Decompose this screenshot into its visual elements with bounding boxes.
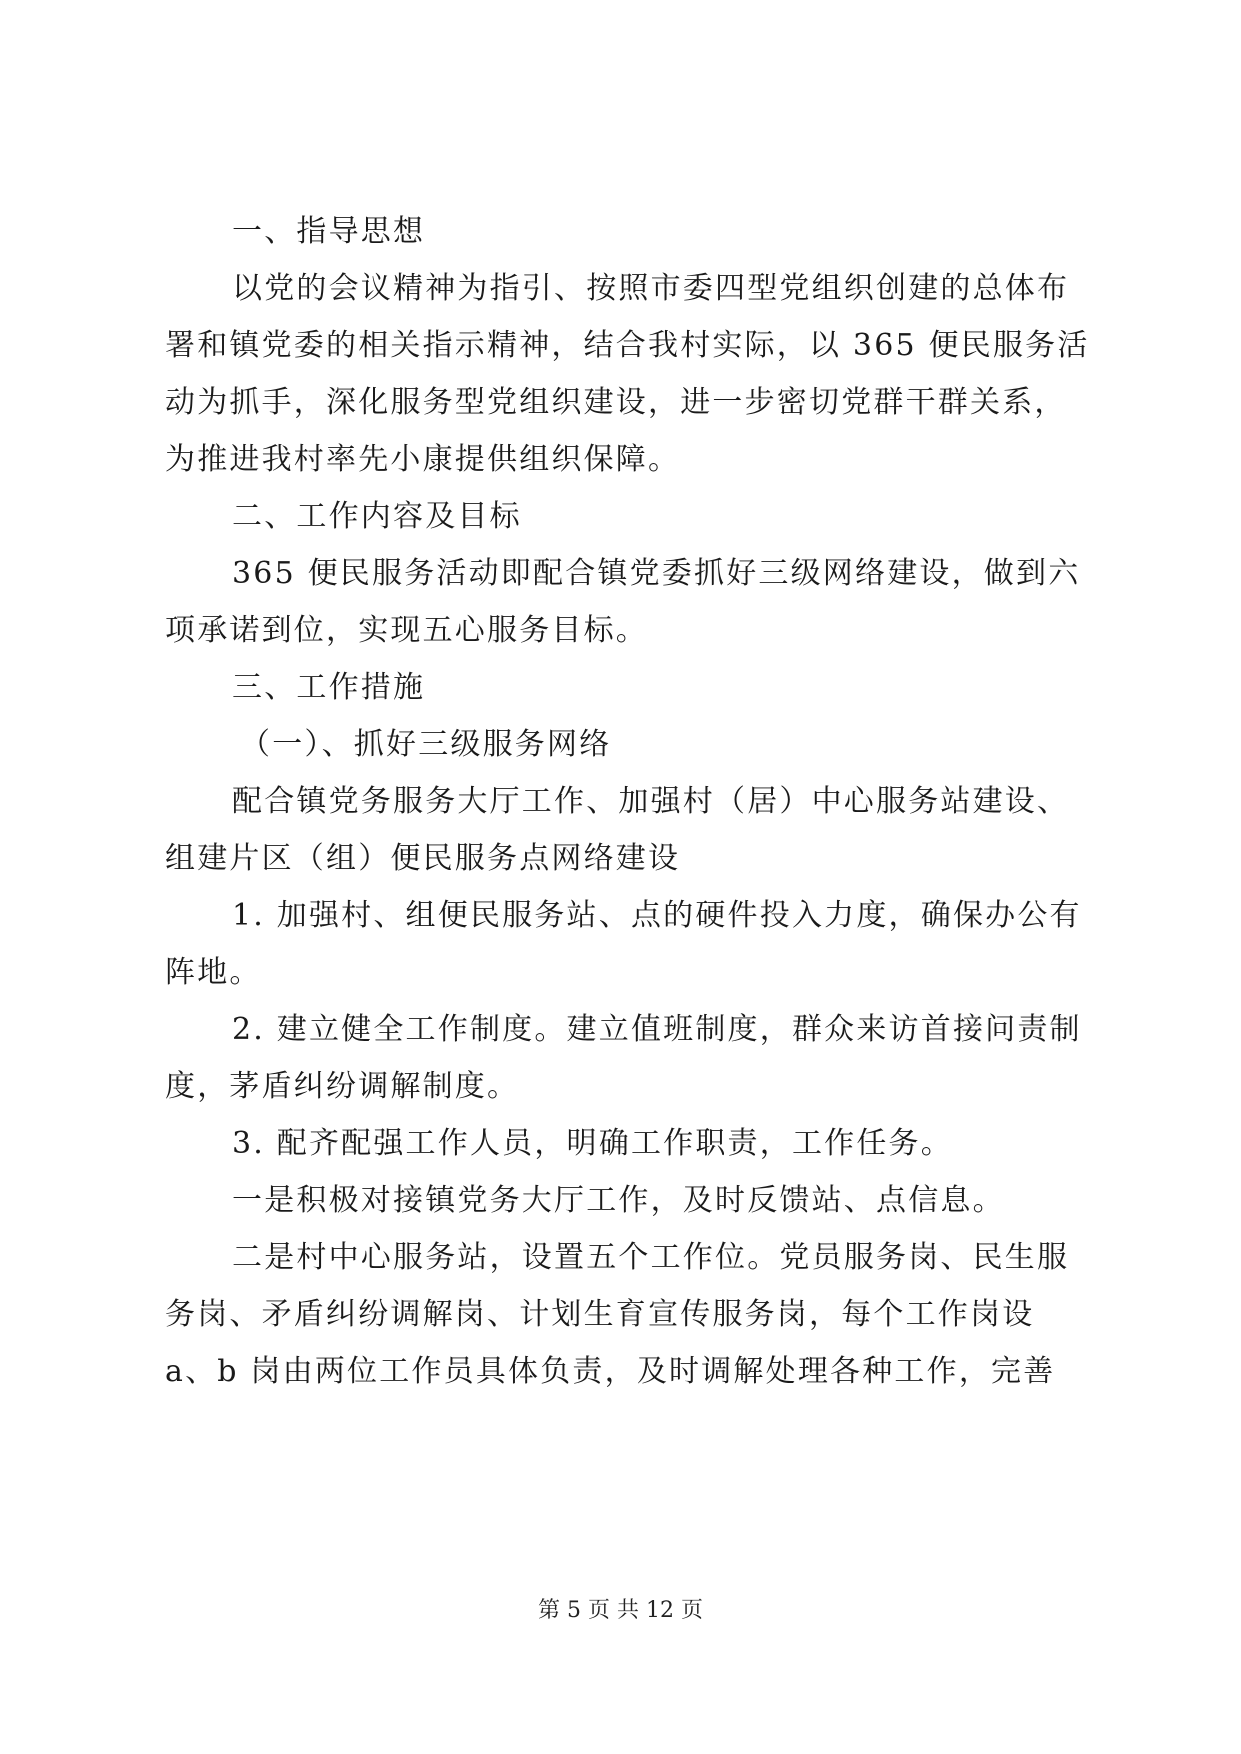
paragraph-line: 配合镇党务服务大厅工作、加强村（居）中心服务站建设、 [232,784,1070,819]
subheading-service-network: （一）、抓好三级服务网络 [240,727,612,762]
heading-guiding-ideology: 一、指导思想 [232,214,426,249]
paragraph-line: 365 便民服务活动即配合镇党委抓好三级网络建设，做到六 [232,556,1081,591]
list-item-1: 1. 加强村、组便民服务站、点的硬件投入力度，确保办公有 [232,898,1082,933]
paragraph-line: 务岗、矛盾纠纷调解岗、计划生育宣传服务岗，每个工作岗设 [165,1297,1035,1332]
heading-work-measures: 三、工作措施 [232,670,426,705]
paragraph-line: 二是村中心服务站，设置五个工作位。党员服务岗、民生服 [232,1240,1070,1275]
paragraph-line: 项承诺到位，实现五心服务目标。 [165,613,648,648]
paragraph-line: 阵地。 [165,955,262,990]
list-item-2: 2. 建立健全工作制度。建立值班制度，群众来访首接问责制 [232,1012,1082,1047]
page-number-footer: 第 5 页 共 12 页 [538,1598,703,1623]
paragraph-line: 一是积极对接镇党务大厅工作，及时反馈站、点信息。 [232,1183,1005,1218]
paragraph-line: 度，茅盾纠纷调解制度。 [165,1069,520,1104]
list-item-3: 3. 配齐配强工作人员，明确工作职责，工作任务。 [232,1126,953,1161]
heading-work-content: 二、工作内容及目标 [232,499,522,534]
paragraph-line: 动为抓手，深化服务型党组织建设，进一步密切党群干群关系， [165,385,1067,420]
paragraph-line: 为推进我村率先小康提供组织保障。 [165,442,681,477]
paragraph-line: a、b 岗由两位工作员具体负责，及时调解处理各种工作，完善 [165,1354,1056,1389]
paragraph-line: 署和镇党委的相关指示精神，结合我村实际，以 365 便民服务活 [165,328,1090,363]
paragraph-line: 以党的会议精神为指引、按照市委四型党组织创建的总体布 [232,271,1070,306]
paragraph-line: 组建片区（组）便民服务点网络建设 [165,841,681,876]
